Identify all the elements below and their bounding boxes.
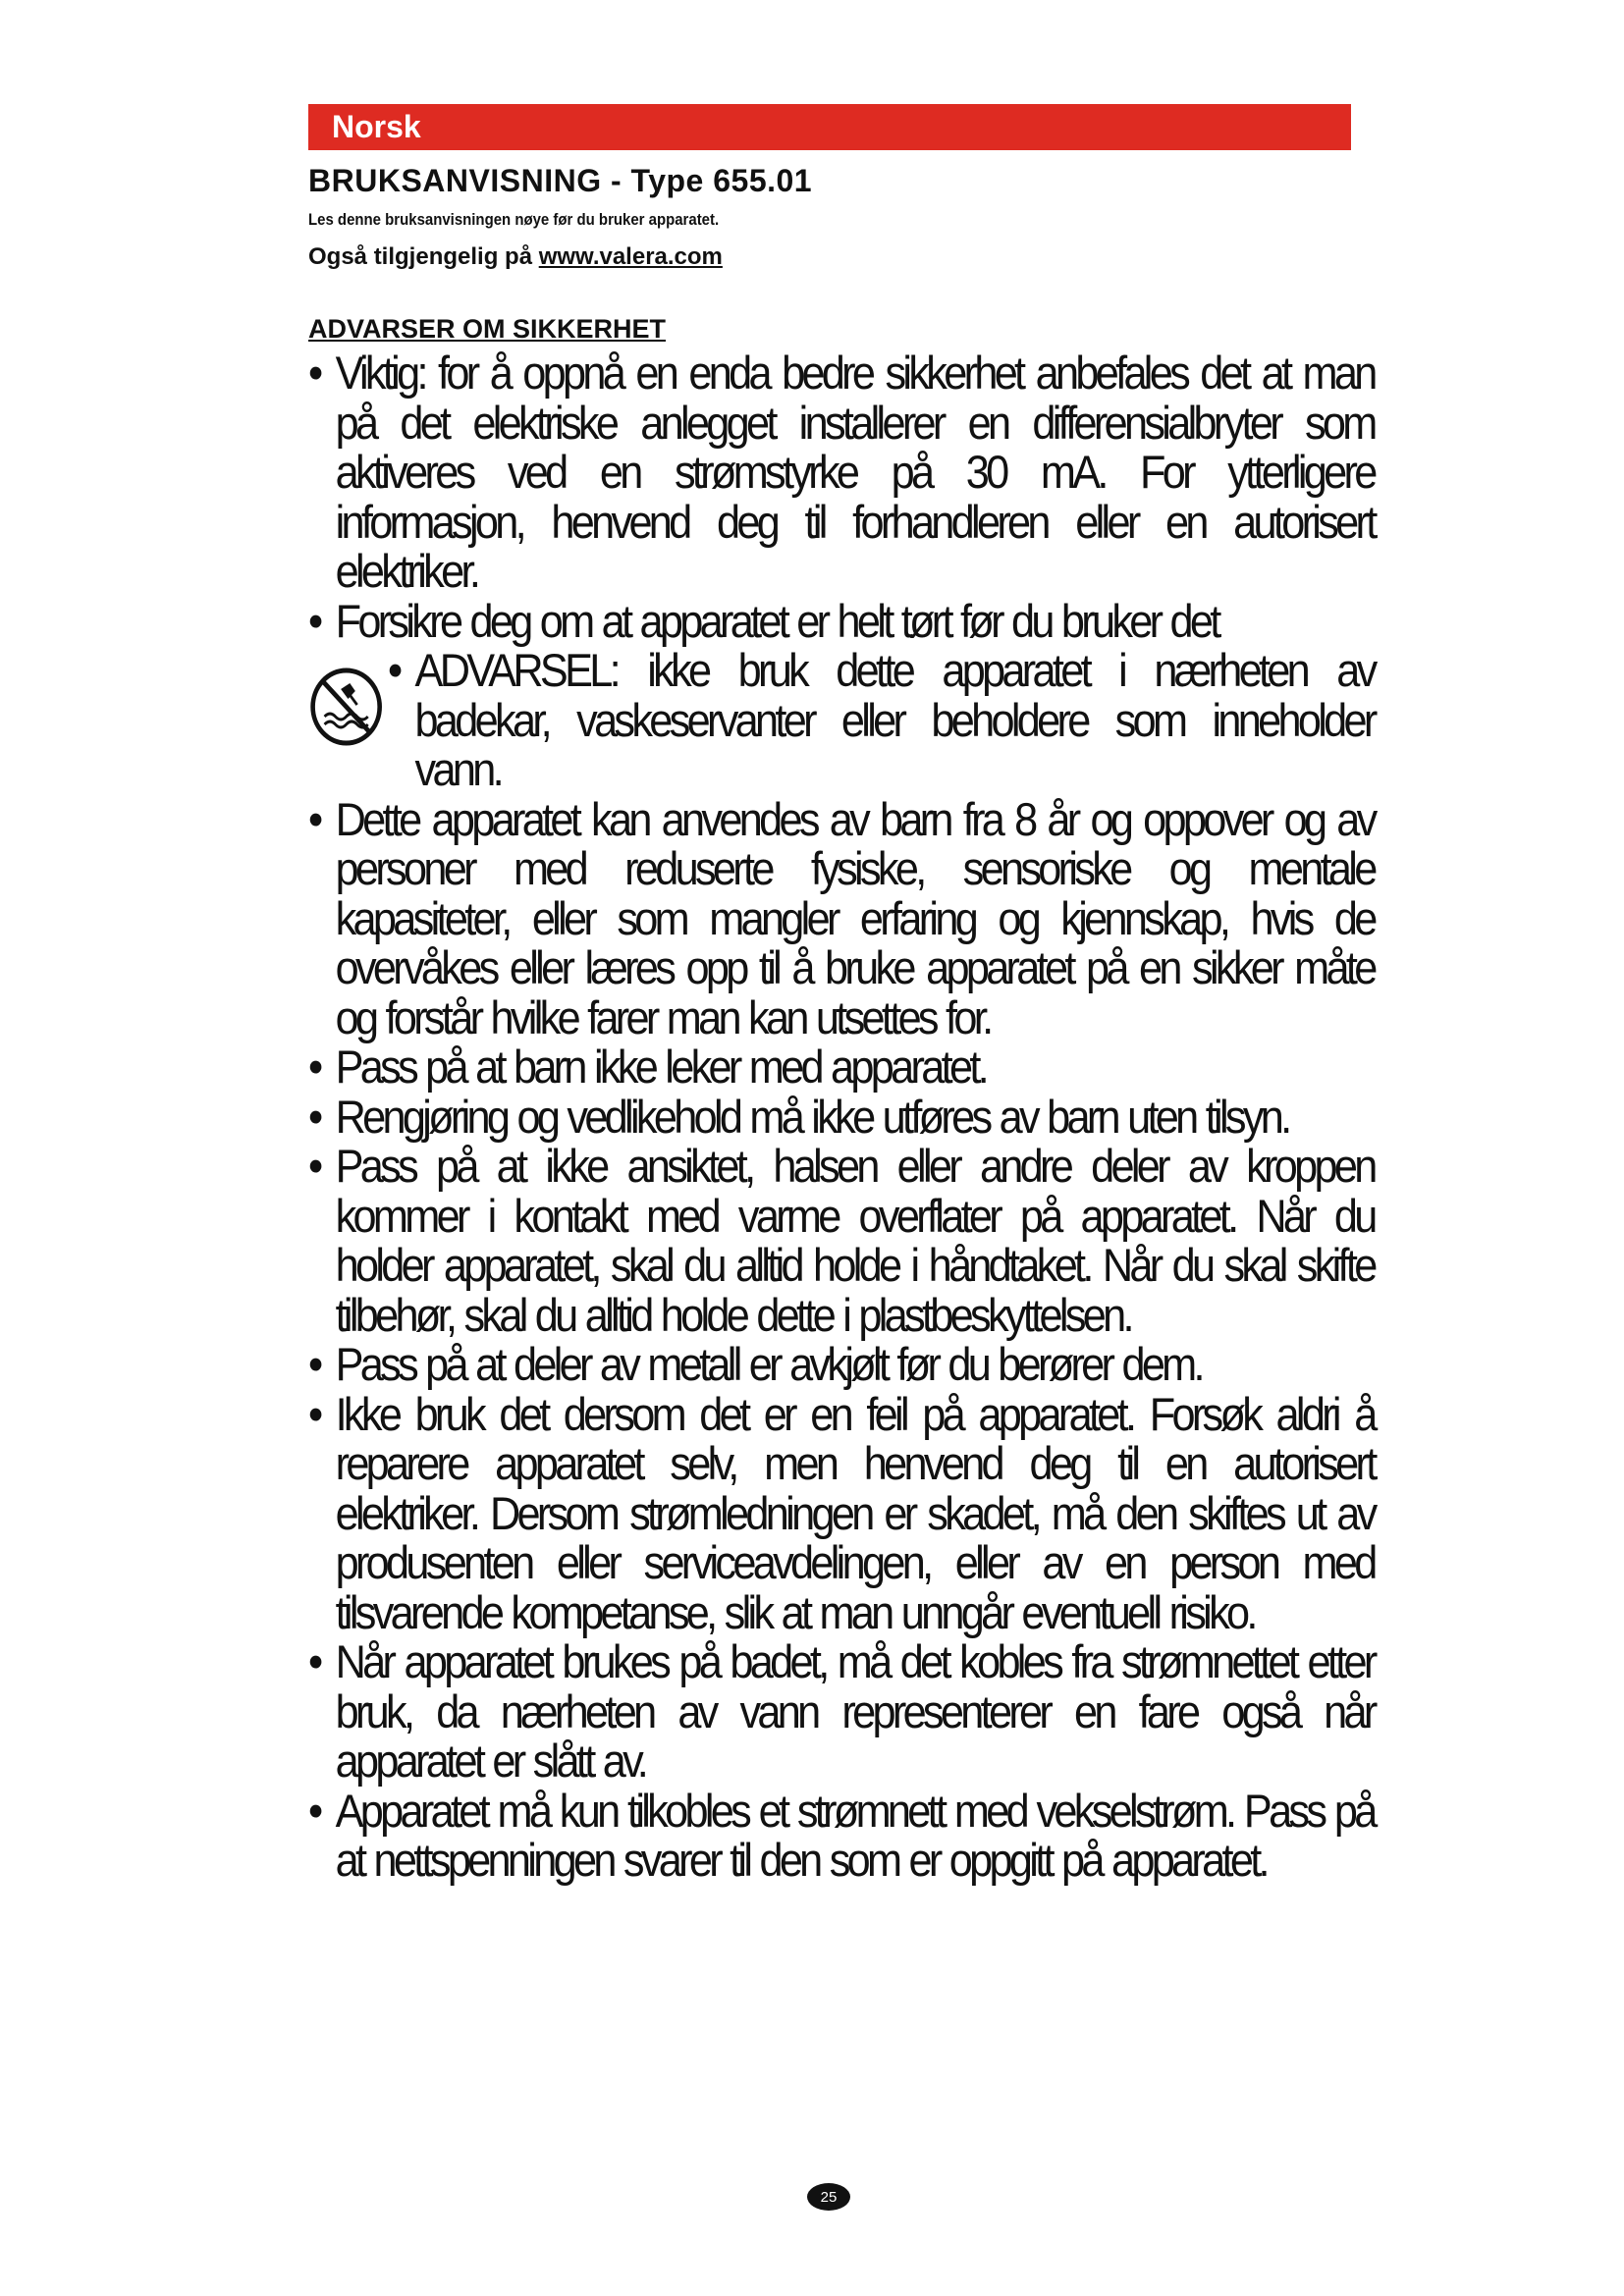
item-text: Apparatet må kun tilkobles et strømnett med vekselstrøm. Pass på at nettspenningen svarer til den som er oppgitt på apparatet. [335,1784,1375,1886]
website-link[interactable]: www.valera.com [538,243,723,270]
list-item [308,1090,1375,1143]
item-text: Viktig: for å oppnå en enda bedre sikkerhet anbefales det at man på det elektriske anlegget installerer en differensialbryter som aktiveres ved en strømstyrke på 30 mA. For ytterligere informasjon, henvend deg til forhandleren eller en autorisert elektriker. [335,347,1375,597]
item-text: Ikke bruk det dersom det er en feil på apparatet. Forsøk aldri å reparere apparatet selv, men henvend deg til en autorisert elektriker. Dersom strømledningen er skadet, må den skiftes ut av produsenten eller serviceavdelingen, eller av en person med tilsvarende kompetanse, slik at man unngår eventuell risiko. [335,1387,1375,1638]
list-item [308,792,1375,1043]
bullet: • [308,1041,320,1093]
list-item [308,348,1375,597]
document-title: BRUKSANVISNING - Type 655.01 [308,163,813,198]
language-label: Norsk [332,109,421,144]
item-text: Når apparatet brukes på badet, må det kobles fra strømnettet etter bruk, da nærheten av vann representerer en fare også når apparatet er slått av. [335,1635,1375,1787]
read-instructions-note: Les denne bruksanvisningen nøye før du bruker apparatet. [308,210,720,229]
list-item [308,1042,1375,1093]
item-text: ADVARSEL: ikke bruk dette apparatet i nærheten av badekar, vaskeservanter eller beholdere som inneholder vann. [414,644,1375,795]
no-water-icon [308,666,384,748]
language-bar [308,104,1351,150]
list-item [308,1784,1375,1886]
item-text: Pass på at barn ikke leker med apparatet. [335,1041,986,1093]
list-item [308,594,1375,647]
list-item [308,1387,1375,1638]
list-item-warning [308,646,1375,795]
list-item [308,1637,1375,1787]
bullet: • [308,1784,320,1837]
list-item [308,1142,1375,1340]
bullet: • [308,1635,320,1687]
list-item [308,1340,1375,1390]
bullet: • [387,644,400,696]
safety-warnings-heading: ADVARSER OM SIKKERHET [308,314,667,344]
item-text: Rengjøring og vedlikehold må ikke utføres av barn uten tilsyn. [335,1090,1289,1143]
bullet: • [308,594,320,647]
page-number: 25 [807,2183,850,2211]
item-text: Forsikre deg om at apparatet er helt tørt før du bruker det [335,594,1218,647]
safety-warnings-list [308,347,1375,1886]
bullet: • [308,1338,320,1390]
online-availability [308,243,723,271]
bullet: • [308,1090,320,1143]
bullet: • [308,1140,320,1192]
bullet: • [308,792,320,845]
bullet: • [308,347,320,399]
item-text: Dette apparatet kan anvendes av barn fra 8 år og oppover og av personer med reduserte fysiske, sensoriske og mentale kapasiteter, eller som mangler erfaring og kjennskap, hvis de overvåkes eller læres opp til å bruke apparatet på en sikker måte og forstår hvilke farer man kan utsettes for. [335,792,1375,1043]
item-text: Pass på at deler av metall er avkjølt før du berører dem. [335,1338,1202,1390]
online-prefix: Også tilgjengelig på [308,243,539,270]
bullet: • [308,1387,320,1440]
item-text: Pass på at ikke ansiktet, halsen eller andre deler av kroppen kommer i kontakt med varme overflater på apparatet. Når du holder apparatet, skal du alltid holde i håndtaket. Når du skal skifte tilbehør, skal du alltid holde dette i plastbeskyttelsen. [335,1140,1375,1341]
